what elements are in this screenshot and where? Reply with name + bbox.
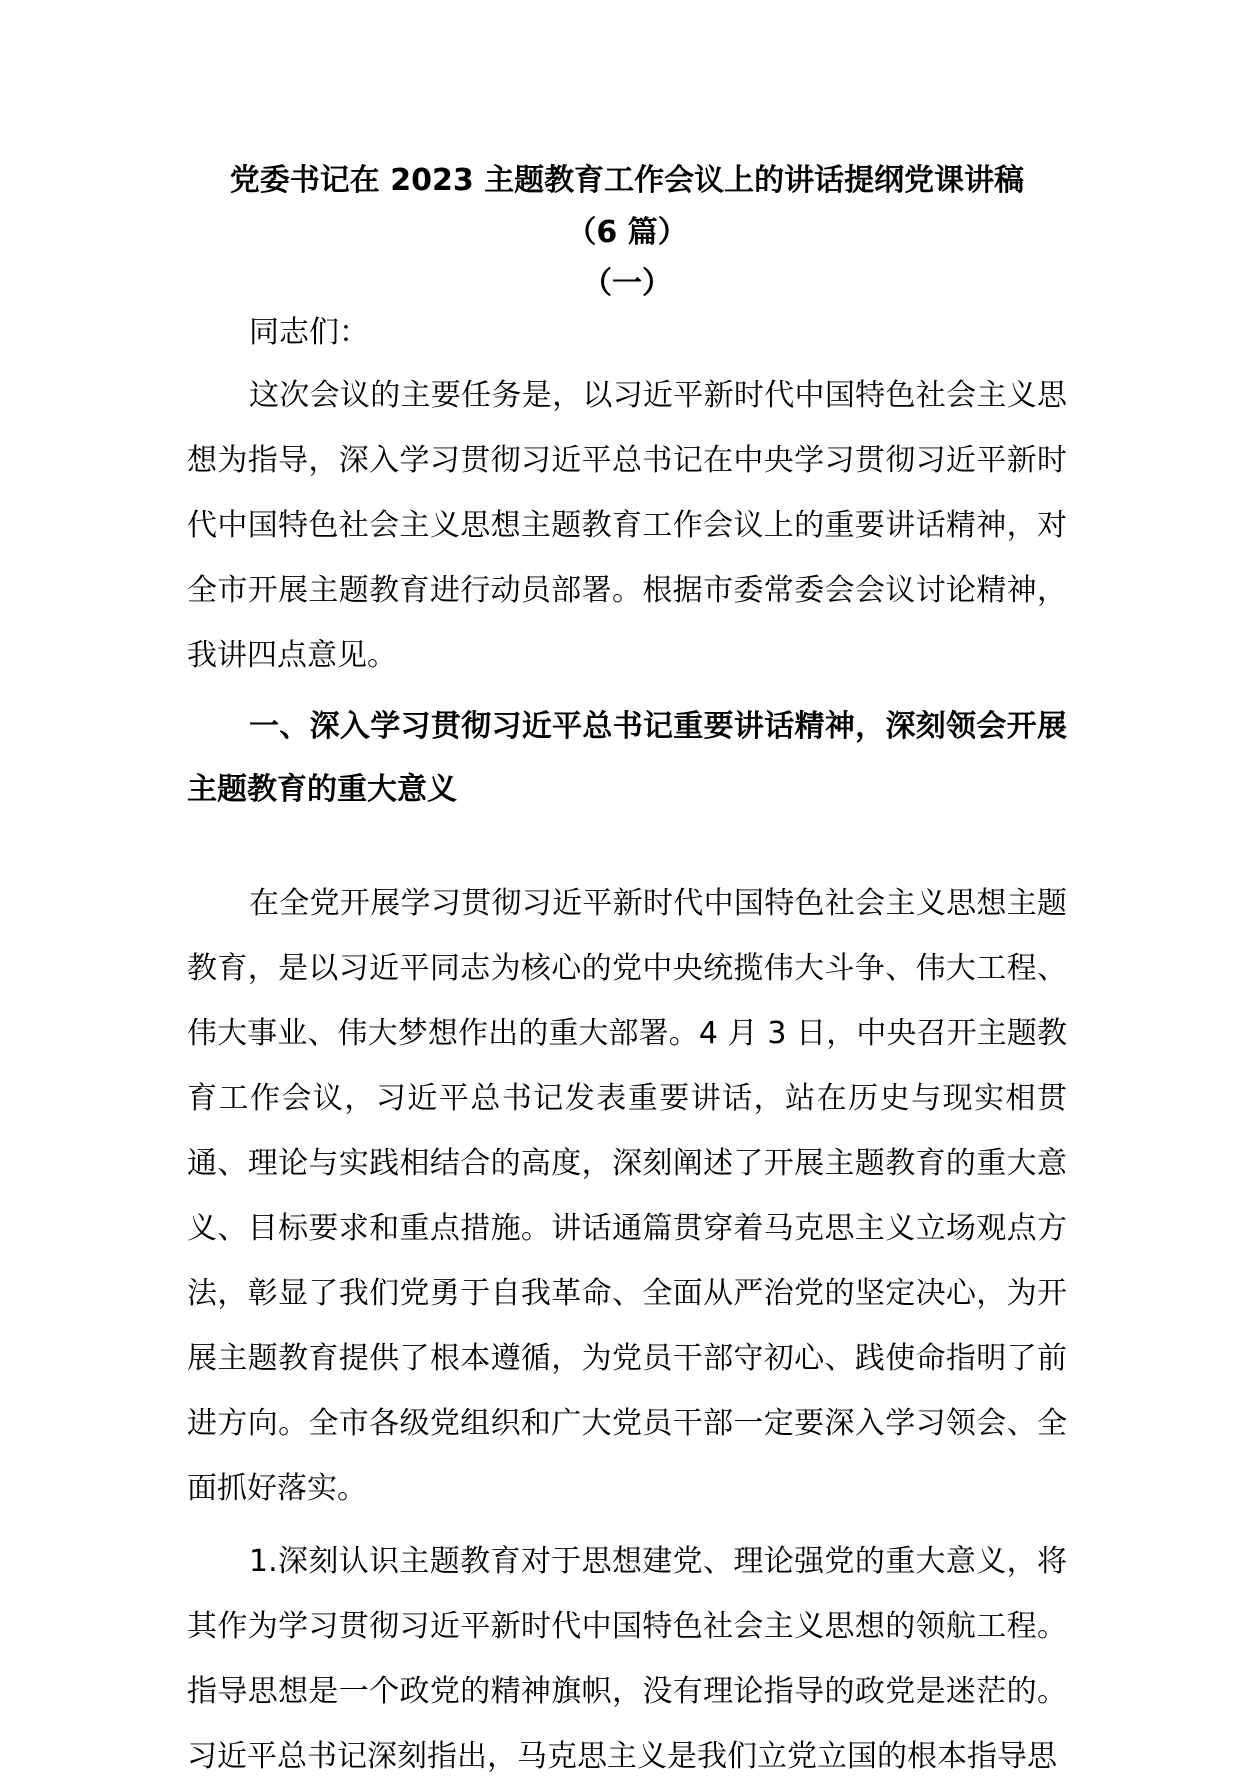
section-heading-1: 一、深入学习贯彻习近平总书记重要讲话精神，深刻领会开展主题教育的重大意义 <box>187 709 1067 807</box>
document-body <box>187 313 1067 1789</box>
body-paragraph-2: 在全党开展学习贯彻习近平新时代中国特色社会主义思想主题教育，是以习近平同志为核心的党中央统揽伟大斗争、伟大工程、伟大事业、伟大梦想作出的重大部署。4 月 3 日，中央召开主题教育工作会议，习近平总书记发表重要讲话，站在历史与现实相贯通、理论与实践相结合的高度，深刻阐述了开展主题教育的重大意义、目标要求和重点措施。讲话通篇贯穿着马克思主义立场观点方法，彰显了我们党勇于自我革命、全面从严治党的坚定决心，为开展主题教育提供了根本遵循，为党员干部守初心、践使命指明了前进方向。全市各级党组织和广大党员干部一定要深入学习领会、全面抓好落实。 <box>187 886 1067 1506</box>
section-marker: （一） <box>582 266 672 301</box>
document-title-line-1: 党委书记在 2023 主题教育工作会议上的讲话提纲党课讲稿 <box>229 163 1025 198</box>
body-paragraph-1: 这次会议的主要任务是，以习近平新时代中国特色社会主义思想为指导，深入学习贯彻习近平总书记在中央学习贯彻习近平新时代中国特色社会主义思想主题教育工作会议上的重要讲话精神，对全市开展主题教育进行动员部署。根据市委常委会会议讨论精神，我讲四点意见。 <box>187 378 1067 673</box>
salutation: 同志们： <box>249 315 369 350</box>
document-title-line-2: （6 篇） <box>566 215 688 250</box>
body-paragraph-3: 1.深刻认识主题教育对于思想建党、理论强党的重大意义，将其作为学习贯彻习近平新时代中国特色社会主义思想的领航工程。指导思想是一个政党的精神旗帜，没有理论指导的政党是迷茫的。习近平总书记深刻指出，马克思主义是我们立党立国的根本指导思 <box>187 1544 1067 1774</box>
